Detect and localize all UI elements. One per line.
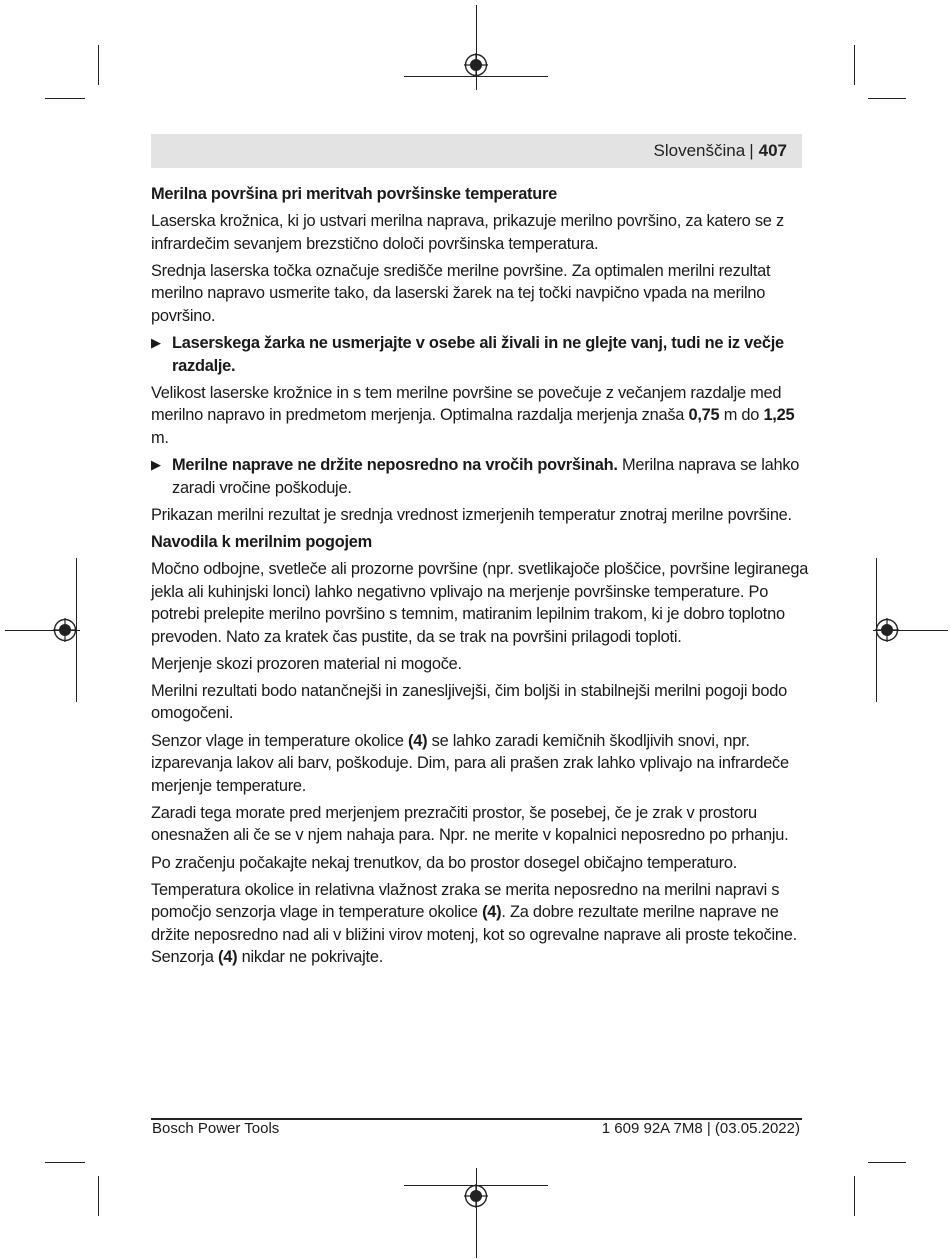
paragraph: Laserska krožnica, ki jo ustvari merilna naprava, prikazuje merilno površino, za katero se z infrardečim sevanjem brezstično določi površinska temperatura. <box>151 212 784 253</box>
registration-target-icon <box>53 618 77 642</box>
page-number: 407 <box>758 141 787 160</box>
paragraph: Senzor vlage in temperature okolice (4) se lahko zaradi kemičnih škodljivih snovi, npr. izparevanja lakov ali barv, poškoduje. Dim, para ali prašen zrak lahko vplivajo na infrardeče merjenje temperature. <box>151 731 789 795</box>
paragraph: Močno odbojne, svetleče ali prozorne površine (npr. svetlikajoče ploščice, površine legiranega jekla ali kuhinjski lonci) lahko negativno vplivajo na merjenje površinske temperature. Po potrebi prelepite merilno površino s temnim, matiranim lepilnim trakom, ki je dobro toplotno prevoden. Nato za kratek čas pustite, da se trak na površini prilagodi toploti. <box>151 559 809 646</box>
warning-detail: Merilna naprava se lahko zaradi vročine poškoduje. <box>172 456 800 497</box>
paragraph: Velikost laserske krožnice in s tem merilne površine se povečuje z večanjem razdalje med merilno napravo in predmetom merjenja. Optimalna razdalja merjenja znaša 0,75 m do 1,25 m. <box>151 383 795 447</box>
sensor-reference: (4) <box>482 903 502 922</box>
registration-target-icon <box>464 1184 488 1208</box>
crop-mark <box>45 98 85 99</box>
paragraph: Merilni rezultati bodo natančnejši in zanesljivejši, čim boljši in stabilnejši merilni pogoji bodo omogočeni. <box>151 681 787 723</box>
registration-target-icon <box>875 618 899 642</box>
distance-min-value: 0,75 <box>688 406 720 425</box>
paragraph: Srednja laserska točka označuje središče merilne površine. Za optimalen merilni rezultat merilno napravo usmerite tako, da laserski žarek na tej točki navpično vpada na merilno površino. <box>151 261 771 325</box>
warning-bullet <box>151 332 811 377</box>
registration-line <box>476 5 477 90</box>
distance-max-value: 1,25 <box>763 406 795 425</box>
paragraph: Temperatura okolice in relativna vlažnost zraka se merita neposredno na merilni napravi s pomočjo senzorja vlage in temperature okolice (4). Za dobre rezultate merilne naprave ne držite neposredno nad ali v bližini virov motenj, kot so ogrevalne naprave ali proste tekočine. Senzorja (4) nikdar ne pokrivajte. <box>151 880 797 967</box>
crop-mark <box>98 1176 99 1216</box>
registration-line <box>476 1168 477 1258</box>
paragraph: Prikazan merilni rezultat je srednja vrednost izmerjenih temperatur znotraj merilne površine. <box>151 505 792 524</box>
warning-text: Laserskega žarka ne usmerjajte v osebe ali živali in ne glejte vanj, tudi ne iz večje razdalje. <box>172 334 784 375</box>
section-heading: Merilna površina pri meritvah površinske temperature <box>151 185 558 203</box>
header-separator: | <box>749 141 754 160</box>
paragraph: Zaradi tega morate pred merjenjem prezračiti prostor, še posebej, če je zrak v prostoru onesnažen ali če se v njem nahaja para. Npr. ne merite v kopalnici neposredno po prhanju. <box>151 803 789 845</box>
crop-mark <box>868 1162 906 1163</box>
bullet-triangle-icon: ▶ <box>151 457 161 473</box>
crop-mark <box>868 98 906 99</box>
paragraph: Po zračenju počakajte nekaj trenutkov, da bo prostor dosegel običajno temperaturo. <box>151 853 738 872</box>
registration-target-icon <box>464 53 488 77</box>
warning-bullet <box>151 454 811 499</box>
sensor-reference: (4) <box>218 948 238 967</box>
page-header <box>151 134 802 168</box>
section-heading: Navodila k merilnim pogojem <box>151 532 372 551</box>
page-content <box>151 183 811 974</box>
sensor-reference: (4) <box>408 731 428 750</box>
paragraph: Merjenje skozi prozoren material ni mogoče. <box>151 654 462 673</box>
crop-mark <box>45 1162 85 1163</box>
crop-mark <box>854 1176 855 1216</box>
warning-text: Merilne naprave ne držite neposredno na vročih površinah. <box>172 456 618 475</box>
crop-mark <box>854 45 855 85</box>
footer-brand: Bosch Power Tools <box>152 1120 280 1137</box>
footer-doc-id: 1 609 92A 7M8 | (03.05.2022) <box>601 1120 800 1137</box>
header-language: Slovenščina <box>653 141 746 160</box>
bullet-triangle-icon: ▶ <box>151 335 161 351</box>
crop-mark <box>98 45 99 85</box>
